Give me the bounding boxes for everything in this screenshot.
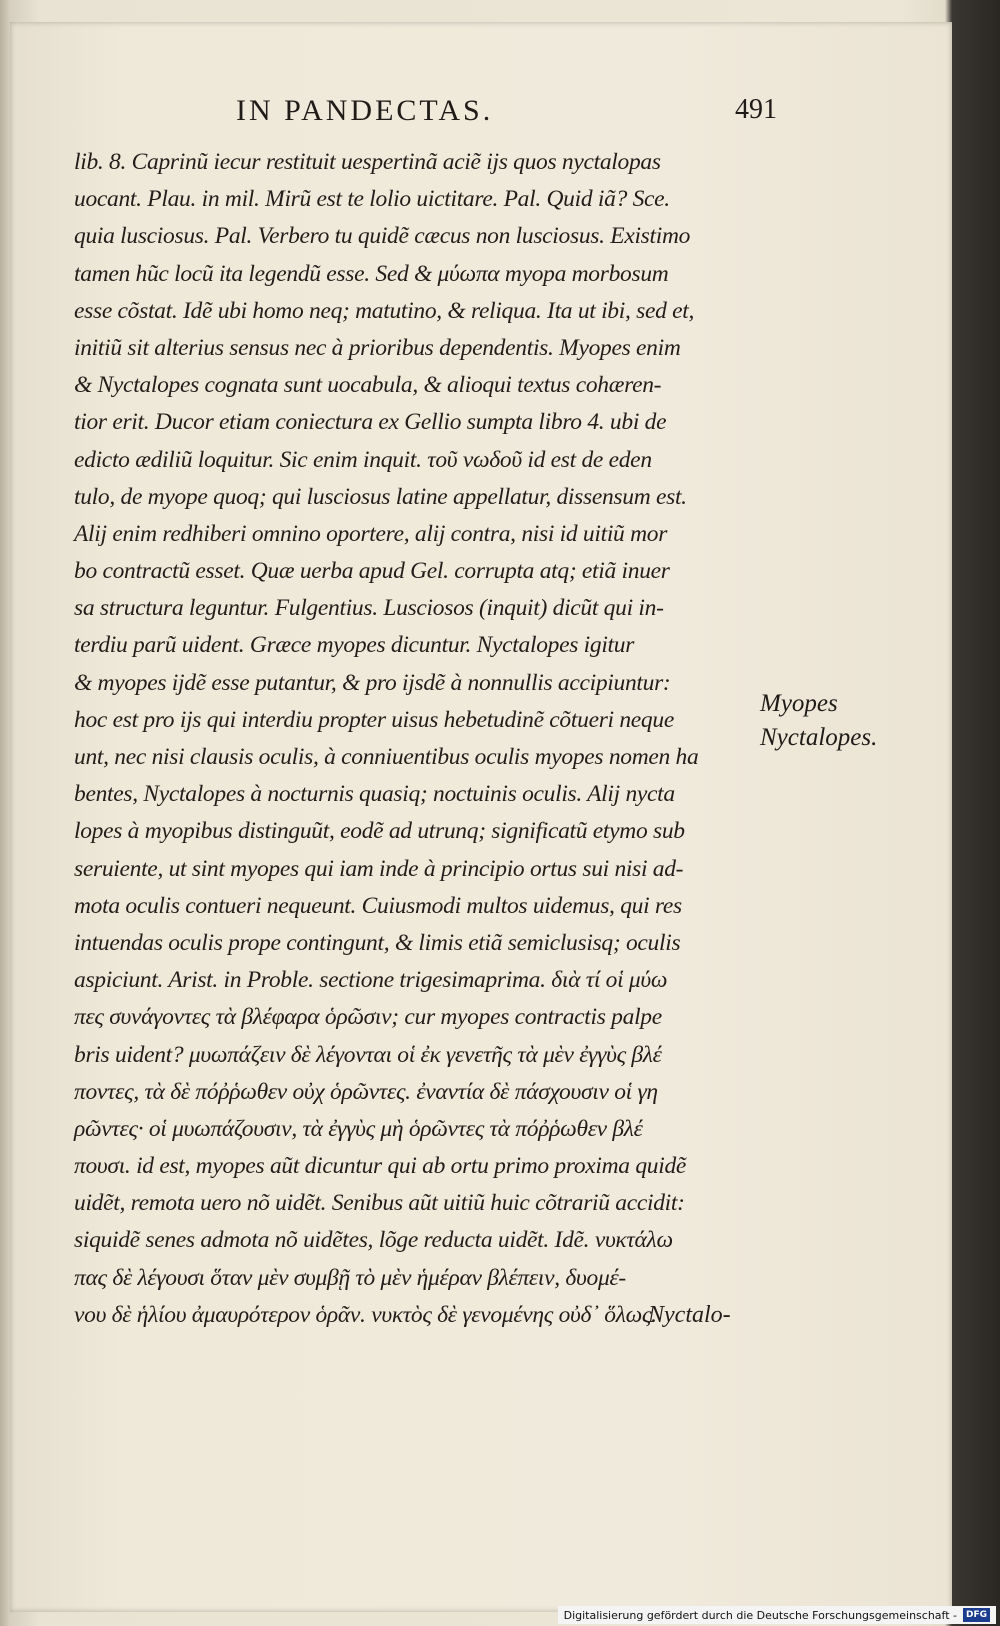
text-line: unt, nec nisi clausis oculis, à conniuentibus oculis myopes nomen ha <box>74 744 699 770</box>
text-line: bo contractũ esset. Quæ uerba apud Gel. corrupta atq; etiã inuer <box>74 558 670 585</box>
text-line: πας δὲ λέγουσι ὅταν μὲν συμβῇ τὸ μὲν ἡμέραν βλέπειν, δυομέ- <box>74 1264 626 1291</box>
text-line: bentes, Nyctalopes à nocturnis quasiq; noctuinis oculis. Alij nycta <box>74 781 675 808</box>
text-line: esse cõstat. Idẽ ubi homo neq; matutino, & reliqua. Ita ut ibi, sed et, <box>74 297 695 324</box>
text-line: Alij enim redhiberi omnino oportere, alij contra, nisi id uitiũ mor <box>74 520 668 547</box>
text-line: mota oculis contueri nequeunt. Cuiusmodi multos uidemus, qui res <box>74 892 682 919</box>
page-number: 491 <box>735 94 777 125</box>
text-line: ποντες, τὰ δὲ πόῤῥωθεν οὐχ ὁρῶντες. ἐναντία δὲ πάσχουσιν οἱ γη <box>74 1078 658 1105</box>
text-line: aspiciunt. Arist. in Proble. sectione trigesimaprima. διὰ τί οἱ μύω <box>74 967 668 994</box>
digitization-credit <box>558 1606 996 1624</box>
text-line: intuendas oculis prope contingunt, & limis etiã semiclusisq; oculis <box>74 929 681 956</box>
text-line: lopes à myopibus distinguũt, eodẽ ad utrunq; significatũ etymo sub <box>74 818 685 845</box>
text-line: tulo, de myope quoq; qui lusciosus latine appellatur, dissensum est. <box>74 483 687 510</box>
text-line: siquidẽ senes admota nõ uidẽtes, lõge reducta uidẽt. Idẽ. νυκτάλω <box>74 1227 673 1254</box>
dfg-logo: DFG <box>963 1608 990 1622</box>
marginalia <box>760 687 940 755</box>
text-line: uocant. Plau. in mil. Mirũ est te lolio uictitare. Pal. Quid iã? Sce. <box>74 186 670 213</box>
text-line: quia lusciosus. Pal. Verbero tu quidẽ cæcus non lusciosus. Existimo <box>74 223 691 250</box>
credit-text: Digitalisierung gefördert durch die Deutsche Forschungsgemeinschaft - <box>563 1608 957 1622</box>
text-line: πες συνάγοντες τὰ βλέφαρα ὁρῶσιν; cur myopes contractis palpe <box>74 1004 662 1031</box>
text-line: terdiu parũ uident. Græce myopes dicuntur. Nyctalopes igitur <box>74 632 635 659</box>
text-line: seruiente, ut sint myopes qui iam inde à principio ortus sui nisi ad- <box>74 855 684 882</box>
text-line: & Nyctalopes cognata sunt uocabula, & alioqui textus cohæren- <box>74 372 662 399</box>
text-line: initiũ sit alterius sensus nec à prioribus dependentis. Myopes enim <box>74 334 681 361</box>
text-line: πουσι. id est, myopes aũt dicuntur qui ab ortu primo proxima quidẽ <box>74 1153 687 1180</box>
text-line: tior erit. Ducor etiam coniectura ex Gellio sumpta libro 4. ubi de <box>74 409 667 436</box>
margin-note-nyctalopes: Nyctalopes. <box>760 724 878 751</box>
catchword: Nyctalo- <box>648 1302 731 1328</box>
text-line: tamen hũc locũ ita legendũ esse. Sed & μύωπα myopa morbosum <box>74 260 669 287</box>
running-head <box>10 94 952 134</box>
text-line: hoc est pro ijs qui interdiu propter uisus hebetudinẽ cõtueri neque <box>74 706 674 733</box>
text-line: sa structura leguntur. Fulgentius. Lusciosos (inquit) dicũt qui in- <box>74 595 664 622</box>
main-text-block <box>74 144 804 1334</box>
text-line: uidẽt, remota uero nõ uidẽt. Senibus aũt uitiũ huic cõtrariũ accidit: <box>74 1190 685 1217</box>
text-line: ρῶντες· οἱ μυωπάζουσιν, τὰ ἐγγὺς μὴ ὁρῶντες τὰ πόῤῥωθεν βλέ <box>74 1115 643 1142</box>
margin-note-myopes: Myopes <box>760 690 838 717</box>
text-line: lib. 8. Caprinũ iecur restituit uespertinã aciẽ ijs quos nyctalopas <box>74 149 661 175</box>
text-line: & myopes ijdẽ esse putantur, & pro ijsdẽ à nonnullis accipiuntur: <box>74 669 671 696</box>
text-line: edicto ædiliũ loquitur. Sic enim inquit. τοῦ νωδοῦ id est de eden <box>74 446 652 473</box>
running-title: IN PANDECTAS. <box>236 94 494 127</box>
book-page <box>10 22 952 1612</box>
text-line: νου δὲ ἡλίου ἀμαυρότερον ὁρᾶν. νυκτὸς δὲ γενομένης οὐδ᾽ ὅλως. <box>74 1301 657 1328</box>
text-line: bris uident? μυωπάζειν δὲ λέγονται οἱ ἐκ γενετῆς τὰ μὲν ἐγγὺς βλέ <box>74 1041 662 1068</box>
